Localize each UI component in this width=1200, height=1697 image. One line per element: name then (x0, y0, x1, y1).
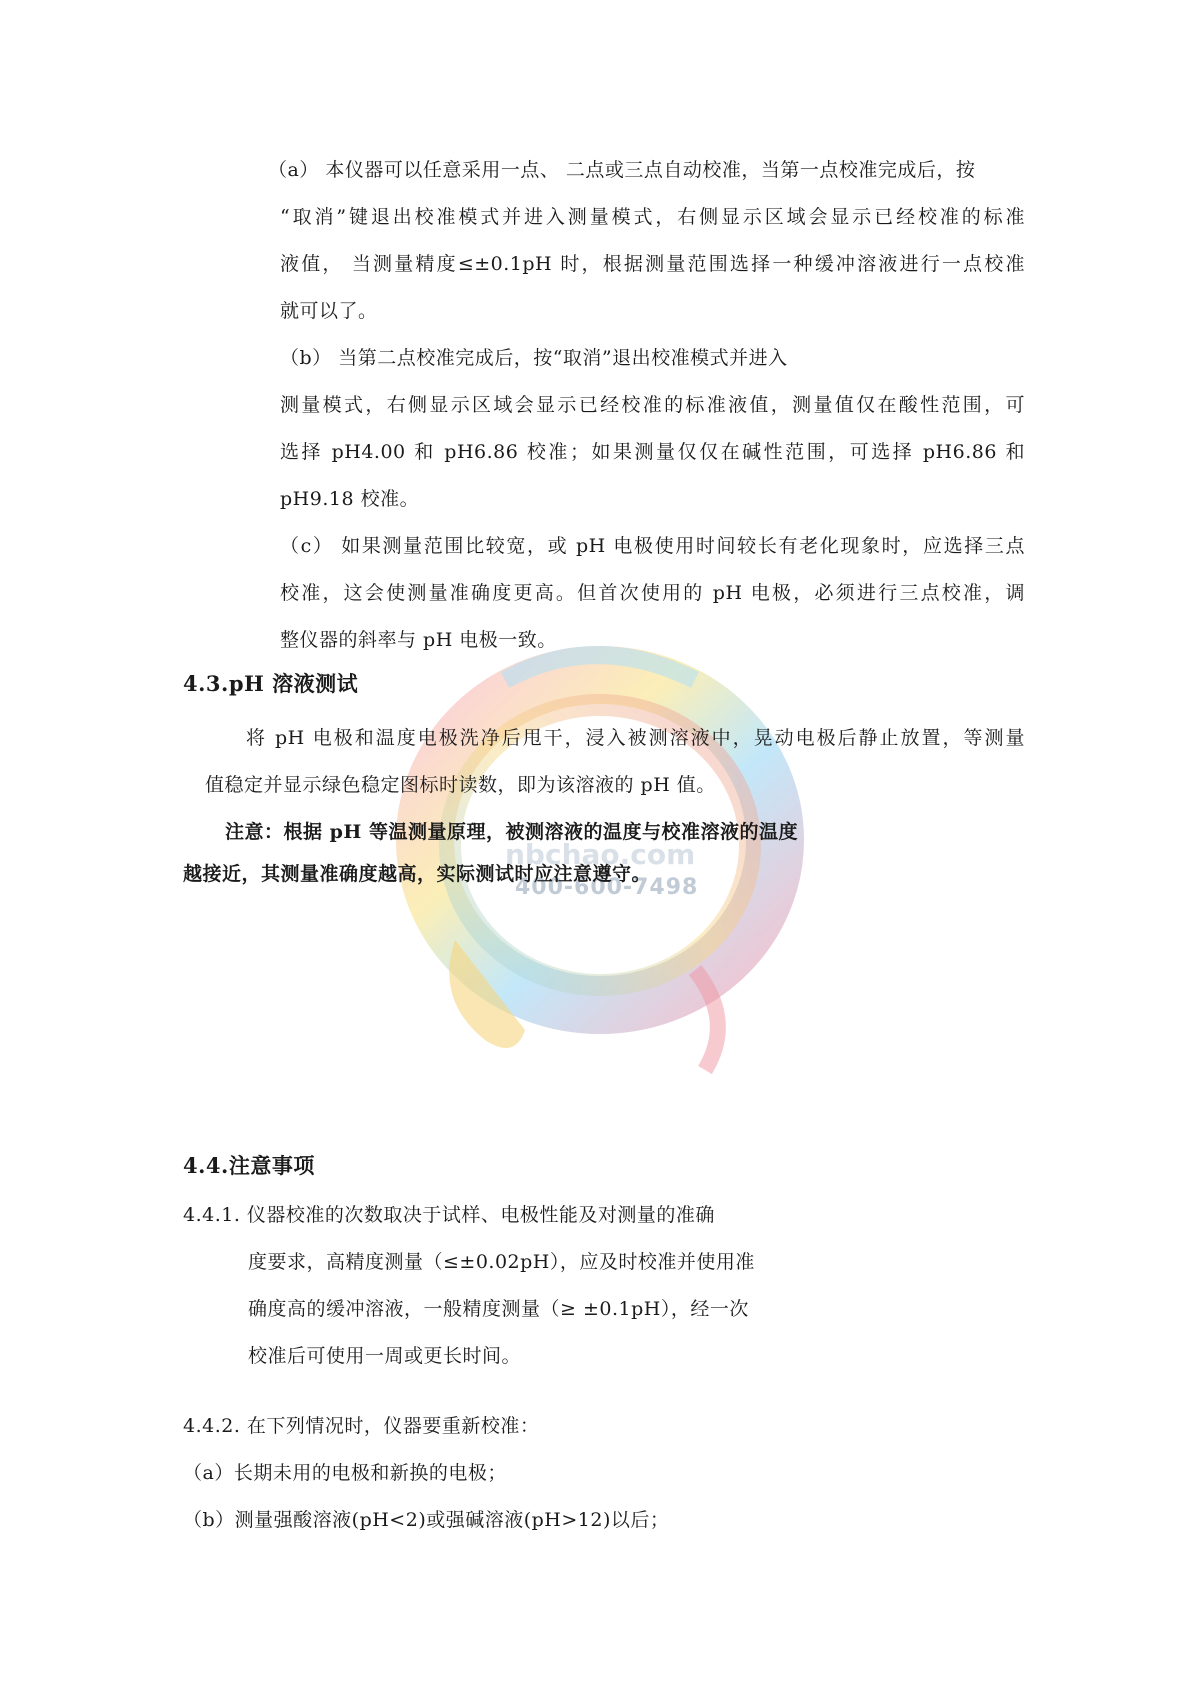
item-4-4-1-line-4: 校准后可使用一周或更长时间。 (248, 1345, 522, 1367)
para-a-line-2: “取消”键退出校准模式并进入测量模式，右侧显示区域会显示已经校准的标准 (280, 206, 1025, 228)
watermark-site-text: nbchao.com (505, 838, 696, 871)
item-4-4-2-b: （b）测量强酸溶液(pH<2)或强碱溶液(pH>12)以后； (183, 1509, 670, 1531)
watermark-phone-text: 400-600-7498 (515, 875, 699, 900)
section-4-3-body-line-1: 将 pH 电极和温度电极洗净后甩干，浸入被测溶液中，晃动电极后静止放置，等测量 (246, 727, 1025, 749)
para-a-line-3: 液值， 当测量精度≤±0.1pH 时，根据测量范围选择一种缓冲溶液进行一点校准 (280, 253, 1025, 275)
item-4-4-1-line-1: 4.4.1. 仪器校准的次数取决于试样、电极性能及对测量的准确 (183, 1204, 715, 1226)
item-4-4-2-intro: 4.4.2. 在下列情况时，仪器要重新校准： (183, 1415, 540, 1437)
section-4-3-heading: 4.3.pH 溶液测试 (183, 671, 359, 696)
para-c-line-3: 整仪器的斜率与 pH 电极一致。 (280, 629, 557, 651)
section-4-3-note-line-2: 越接近，其测量准确度越高，实际测试时应注意遵守。 (183, 863, 652, 885)
para-a-line-4: 就可以了。 (280, 300, 378, 322)
para-b-line-3: 选择 pH4.00 和 pH6.86 校准；如果测量仅仅在碱性范围，可选择 pH6.86 和 (280, 441, 1025, 463)
section-4-3-note-line-1: 注意：根据 pH 等温测量原理，被测溶液的温度与校准溶液的温度 (225, 821, 798, 843)
para-b-line-2: 测量模式，右侧显示区域会显示已经校准的标准液值，测量值仅在酸性范围，可 (280, 394, 1025, 416)
item-4-4-1-line-3: 确度高的缓冲溶液，一般精度测量（≥ ±0.1pH），经一次 (248, 1298, 749, 1320)
para-a-line-1: （a） 本仪器可以任意采用一点、 二点或三点自动校准，当第一点校准完成后，按 (268, 159, 976, 181)
item-4-4-1-line-2: 度要求，高精度测量（≤±0.02pH），应及时校准并使用准 (248, 1251, 755, 1273)
section-4-4-heading: 4.4.注意事项 (183, 1153, 315, 1178)
para-b-line-4: pH9.18 校准。 (280, 488, 420, 510)
item-4-4-2-a: （a）长期未用的电极和新换的电极； (183, 1462, 507, 1484)
para-c-line-2: 校准，这会使测量准确度更高。但首次使用的 pH 电极，必须进行三点校准，调 (280, 582, 1025, 604)
para-c-line-1: （c） 如果测量范围比较宽，或 pH 电极使用时间较长有老化现象时，应选择三点 (280, 535, 1025, 557)
section-4-3-body-line-2: 值稳定并显示绿色稳定图标时读数，即为该溶液的 pH 值。 (205, 774, 716, 796)
para-b-line-1: （b） 当第二点校准完成后，按“取消”退出校准模式并进入 (280, 347, 788, 369)
